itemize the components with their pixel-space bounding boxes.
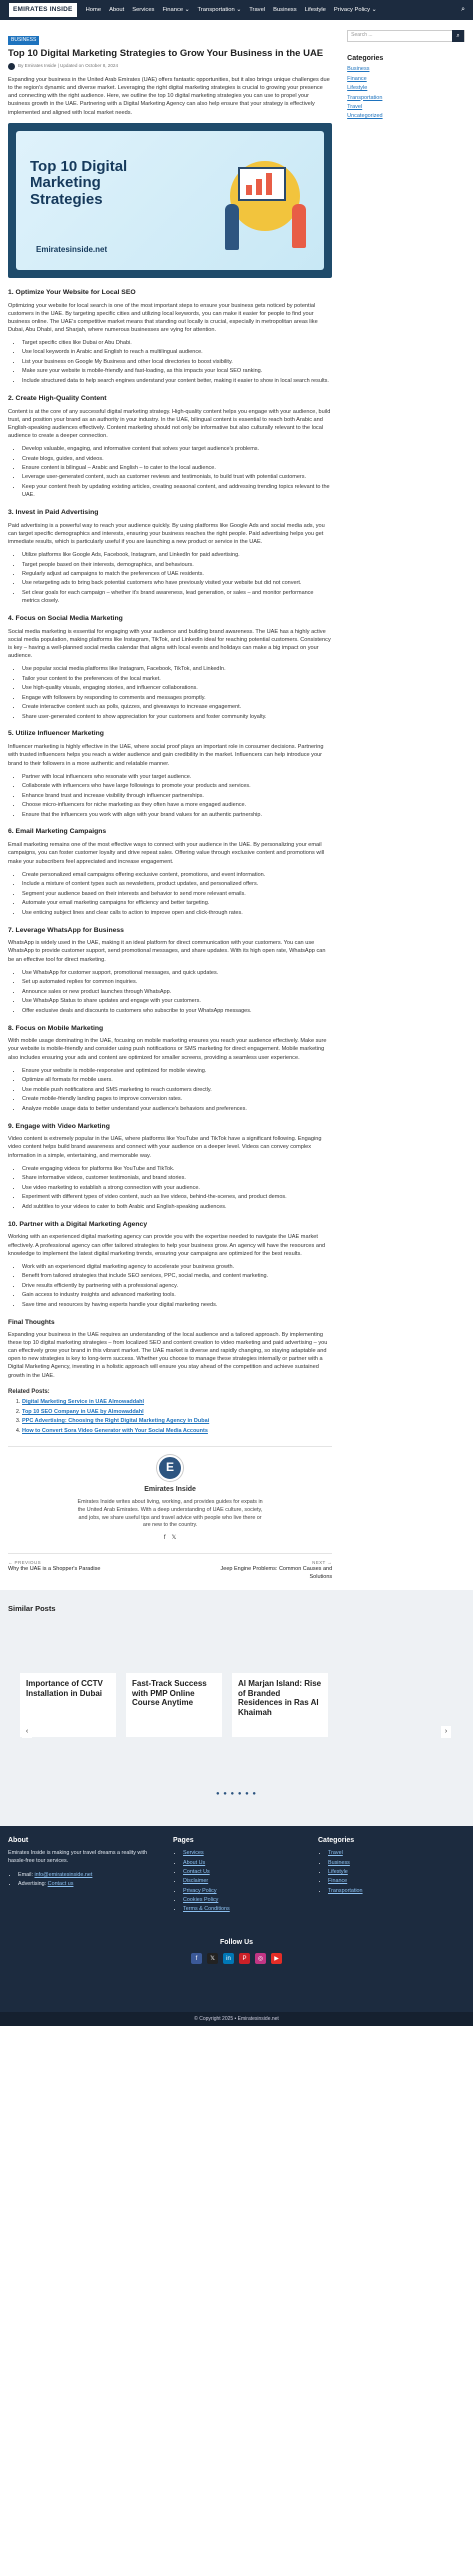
x-icon[interactable]: 𝕏 (171, 1535, 177, 1542)
section-body: WhatsApp is widely used in the UAE, making it an ideal platform for direct communication with your customers. You can use WhatsApp to provide customer support, send promotional messages, and share updates. With its high open rate, WhatsApp can be an effective tool for direct marketing. (8, 940, 326, 963)
section-bullet: • Set up automated replies for common inquiries. (22, 979, 332, 987)
footer-page-link[interactable]: Disclaimer (183, 1878, 209, 1885)
similar-card[interactable] (232, 1673, 328, 1737)
article-intro: Expanding your business in the United Arab Emirates (UAE) offers fantastic opportunities, but it also brings unique challenges due to the region's dynamic and diverse market. Leveraging the right digital marketing strategies is crucial to growing your presence and connecting with the right audience. Here, we outline the top 10 digital marketing strategies you can use to propel your business growth in the UAE. Partnering with a Digital Marketing Agency can also help ensure that your strategy is effectively implemented and aligned with local market needs. (8, 77, 330, 116)
author-box (8, 1446, 332, 1543)
sidebar-category-link[interactable]: Travel (347, 104, 363, 111)
main-nav (86, 6, 377, 14)
section-bullet: • Share informative videos, customer testimonials, and brand stories. (22, 1175, 332, 1183)
section-body: Social media marketing is essential for engaging with your audience and building brand awareness. The UAE has a highly active social media population, making platforms like Instagram, TikTok, and LinkedIn ideal for reaching potential customers. Consistency is key – having a well-planned social media calendar that aligns with local events and holidays can make a big impact on your audience. (8, 628, 331, 660)
section-bullet: • Use mobile push notifications and SMS marketing to reach customers directly. (22, 1087, 332, 1095)
carousel-dots[interactable]: ● ● ● ● ● ● (215, 1791, 258, 1798)
hero-image (8, 123, 332, 278)
facebook-icon[interactable]: f (163, 1535, 166, 1542)
section-bullet: • Use high-quality visuals, engaging stories, and influencer collaborations. (22, 685, 332, 693)
section-bullet: • Add subtitles to your videos to cater to both Arabic and English-speaking audiences. (22, 1204, 332, 1212)
sidebar-search (347, 30, 465, 42)
section-bullet: • Target people based on their interests, demographics, and behaviours. (22, 562, 332, 570)
footer-page-link[interactable]: Cookies Policy (183, 1897, 219, 1904)
footer-email-label: Email: (18, 1872, 33, 1879)
section-bullet: • Collaborate with influencers who have large followings to promote your products and services. (22, 783, 332, 791)
section-bullet: • Use enticing subject lines and clear calls to action to improve open and click-through rates. (22, 910, 332, 918)
footer-page-link[interactable]: About Us (183, 1859, 206, 1866)
footer-page-link[interactable]: Privacy Policy (183, 1887, 217, 1894)
section-bullet: • Create blogs, guides, and videos. (22, 456, 332, 464)
similar-card-title[interactable]: Fast-Track Success with PMP Online Course Anytime (132, 1679, 207, 1708)
hero-title: Top 10 Digital Marketing Strategies (30, 157, 128, 209)
site-logo[interactable]: EMIRATES INSIDE (8, 2, 78, 17)
author-avatar (8, 63, 15, 70)
article (8, 20, 332, 1582)
hero-chart-board-graphic (238, 167, 286, 201)
section-bullet: • Use video marketing to establish a strong connection with your audience. (22, 1185, 332, 1193)
section-bullet: • Use WhatsApp for customer support, promotional messages, and quick updates. (22, 970, 332, 978)
section-body: Optimizing your website for local search is one of the most important steps to ensure your business gets noticed by potential customers in the UAE. By targeting specific cities and utilizing local keywords, you can make it easier for people to find your business online. The UAE's competitive market means that standing out locally is crucial, especially in metropolitan areas like Dubai, Abu Dhabi, and Sharjah, where numerous businesses are vying for attention. (8, 302, 318, 333)
section-bullet: • Partner with local influencers who resonate with your target audience. (22, 774, 332, 782)
section-bullet: • Optimize all formats for mobile users. (22, 1077, 332, 1085)
footer-category-link[interactable]: Business (328, 1859, 350, 1866)
pinterest-icon[interactable]: P (239, 1953, 250, 1964)
section-bullets (8, 872, 332, 918)
related-title: Related Posts: (8, 1388, 50, 1395)
footer-page-link[interactable]: Services (183, 1850, 204, 1857)
section-bullet: • Engage with followers by responding to comments and messages promptly. (22, 695, 332, 703)
nav-home[interactable]: Home (85, 6, 102, 13)
related-link[interactable]: Digital Marketing Service in UAE Almowaddahl (22, 1399, 145, 1406)
section-bullets (8, 340, 332, 386)
section-bullet: • Segment your audience based on their interests and behavior to send more relevant emails. (22, 891, 332, 899)
next-label: NEXT → (312, 1559, 333, 1565)
section-bullet: • Share user-generated content to show appreciation for your customers and foster community loyalty. (22, 714, 332, 722)
article-meta (8, 63, 332, 70)
sidebar-category-link[interactable]: Uncategorized (347, 113, 383, 120)
footer-adv-link[interactable]: Contact us (47, 1881, 74, 1888)
section-heading: 9. Engage with Video Marketing (8, 1122, 110, 1130)
author-name[interactable]: Emirates Inside (144, 1485, 196, 1493)
section-bullet: • Use WhatsApp Status to share updates and engage with your customers. (22, 998, 332, 1006)
article-title: Top 10 Digital Marketing Strategies to Grow Your Business in the UAE (8, 48, 324, 60)
related-item (22, 1409, 332, 1417)
footer-about-text: Emirates Inside is making your travel dreams a reality with hassle-free tour services. (8, 1850, 148, 1865)
article-sections (8, 288, 332, 1310)
section-bullet: • Keep your content fresh by updating existing articles, creating seasonal content, and addressing trending topics relevant to the UAE. (22, 484, 332, 500)
section-heading: 2. Create High-Quality Content (8, 394, 107, 402)
section-bullet: • Gain access to industry insights and advanced marketing tools. (22, 1292, 332, 1300)
section-bullet: • Include a mixture of content types such as newsletters, product updates, and personalized offers. (22, 881, 332, 889)
related-link[interactable]: How to Convert Sora Video Generator with Your Social Media Accounts (22, 1427, 208, 1434)
section-bullet: • Benefit from tailored strategies that include SEO services, PPC, social media, and content marketing. (22, 1273, 332, 1281)
section-bullet: • Use popular social media platforms like Instagram, Facebook, TikTok, and LinkedIn. (22, 666, 332, 674)
section-bullet: • Save time and resources by having experts handle your digital marketing needs. (22, 1302, 332, 1310)
carousel-next-icon[interactable]: › (441, 1726, 451, 1738)
section-heading: 3. Invest in Paid Advertising (8, 508, 99, 516)
next-post[interactable] (212, 1560, 332, 1582)
section-bullet: • Create interactive content such as polls, quizzes, and giveaways to increase engagement. (22, 704, 332, 712)
category-badge[interactable]: BUSINESS (8, 36, 39, 45)
section-bullet: • Include structured data to help search engines understand your content better, making it easier to show in local search results. (22, 378, 332, 386)
section-bullet: • Use local keywords in Arabic and English to reach a multilingual audience. (22, 349, 332, 357)
nav-privacy-policy[interactable]: Privacy Policy ⌄ (333, 6, 377, 13)
related-item (22, 1399, 332, 1407)
sidebar-category-link[interactable]: Transportation (347, 94, 383, 101)
author-social (8, 1534, 332, 1543)
similar-card[interactable] (20, 1673, 116, 1737)
section-bullet: • Analyze mobile usage data to better understand your audience's behaviors and preferences. (22, 1106, 332, 1114)
section-bullets (8, 446, 332, 500)
sidebar-categories (347, 66, 465, 121)
nav-lifestyle[interactable]: Lifestyle (304, 6, 326, 13)
next-title[interactable]: Jeep Engine Problems: Common Causes and Solutions (220, 1566, 333, 1581)
section-bullet: • Work with an experienced digital marketing agency to accelerate your business growth. (22, 1264, 332, 1272)
sidebar-category-link[interactable]: Business (347, 66, 370, 73)
instagram-icon[interactable]: ◎ (255, 1953, 266, 1964)
section-bullet: • Target specific cities like Dubai or Abu Dhabi. (22, 340, 332, 348)
section-bullet: • Set clear goals for each campaign – whether it's brand awareness, lead generation, or sales – and monitor performance metrics closely. (22, 590, 332, 606)
section-bullet: • Ensure your website is mobile-responsive and optimized for mobile viewing. (22, 1068, 332, 1076)
section-bullet: • Ensure content is bilingual – Arabic and English – to cater to the local audience. (22, 465, 332, 473)
section-body: With mobile usage dominating in the UAE, focusing on mobile marketing ensures you reach your audience effectively. Make sure your website is mobile-friendly and consider using push notifications or SMS marketing for direct engagement. Mobile marketing also includes ensuring your ads and content are optimized for smaller screens, providing a seamless user experience. (8, 1038, 327, 1061)
section-bullet: • Ensure that the influencers you work with align with your brand values for an authentic partnership. (22, 812, 332, 820)
prev-label: ← PREVIOUS (8, 1559, 42, 1565)
section-bullets (8, 666, 332, 721)
sidebar-categories-title: Categories (347, 55, 384, 62)
nav-finance[interactable]: Finance ⌄ (162, 6, 190, 13)
section-heading: 7. Leverage WhatsApp for Business (8, 926, 124, 934)
section-heading: 5. Utilize Influencer Marketing (8, 730, 104, 738)
section-bullet: • Leverage user-generated content, such as customer reviews and testimonials, to build trust with potential customers. (22, 474, 332, 482)
copyright: © Copyright 2025 • Emiratesinside.net (0, 2012, 473, 2026)
section-bullets (8, 970, 332, 1016)
section-bullets (8, 1264, 332, 1310)
search-icon[interactable]: ⌕ (452, 30, 464, 42)
section-bullets (8, 1068, 332, 1114)
footer-adv-label: Advertising: (18, 1881, 47, 1888)
section-bullet: • Experiment with different types of video content, such as live videos, behind-the-scenes, and product demos. (22, 1194, 332, 1202)
section-bullet: • Drive results efficiently by partnering with a professional agency. (22, 1283, 332, 1291)
linkedin-icon[interactable]: in (223, 1953, 234, 1964)
footer-categories-title: Categories (318, 1837, 355, 1845)
nav-services[interactable]: Services (132, 6, 155, 13)
similar-card[interactable] (126, 1673, 222, 1737)
section-body: Influencer marketing is highly effective in the UAE, where social proof plays an important role in consumer decisions. Partnering with trusted influencers helps you reach a wider audience and gain credibility in the market. Influencers can help introduce your brand to their followers in a more authentic and relatable manner. (8, 744, 324, 767)
search-icon[interactable]: ⌕ (461, 5, 465, 13)
section-body: Email marketing remains one of the most effective ways to connect with your audience in the UAE. By personalizing your email campaigns, you can foster customer loyalty and drive repeat sales. Offering value through exclusive content and promotions will make your subscribers feel appreciated and increase engagement. (8, 842, 325, 865)
similar-title: Similar Posts (8, 1604, 56, 1614)
footer-follow-title: Follow Us (219, 1939, 254, 1947)
prev-title[interactable]: Why the UAE is a Shopper's Paradise (8, 1566, 101, 1573)
footer-about-title: About (8, 1837, 29, 1845)
article-meta-text: By Emirates Inside | Updated on October 8, 2024 (18, 63, 119, 69)
sidebar (347, 20, 465, 1582)
hero-person-graphic (292, 204, 306, 248)
similar-card-title[interactable]: Importance of CCTV Installation in Dubai (26, 1679, 103, 1698)
nav-travel[interactable]: Travel (249, 6, 266, 13)
section-bullet: • Tailor your content to the preferences of the local market. (22, 676, 332, 684)
related-link[interactable]: PPC Advertising: Choosing the Right Digital Marketing Agency in Dubai (22, 1418, 210, 1425)
section-bullets (8, 1166, 332, 1212)
final-heading: Final Thoughts (8, 1318, 55, 1326)
section-bullet: • Make sure your website is mobile-friendly and fast-loading, as this impacts your local SEO ranking. (22, 368, 332, 376)
sidebar-category-link[interactable]: Finance (347, 75, 367, 82)
related-item (22, 1418, 332, 1426)
footer-category-link[interactable]: Lifestyle (328, 1869, 348, 1876)
footer-categories (318, 1836, 458, 1920)
hero-site: Emiratesinside.net (36, 245, 108, 255)
section-bullet: • Offer exclusive deals and discounts to customers who subscribe to your WhatsApp messages. (22, 1008, 332, 1016)
nav-transportation[interactable]: Transportation ⌄ (197, 6, 242, 13)
section-heading: 8. Focus on Mobile Marketing (8, 1024, 104, 1032)
section-bullets (8, 774, 332, 820)
section-bullet: • Choose micro-influencers for niche marketing as they often have a more engaged audience. (22, 802, 332, 810)
section-bullet: • Create mobile-friendly landing pages to improve conversion rates. (22, 1096, 332, 1104)
section-bullet: • List your business on Google My Business and other local directories to boost visibility. (22, 359, 332, 367)
section-bullet: • Develop valuable, engaging, and informative content that solves your target audience's problems. (22, 446, 332, 454)
prev-post[interactable] (8, 1560, 100, 1582)
section-heading: 1. Optimize Your Website for Local SEO (8, 288, 136, 296)
section-body: Video content is extremely popular in the UAE, where platforms like YouTube and TikTok have a significant following. Engaging video content helps build brand awareness and connect with your audience on a deeper level. Videos can convey complex information in a simple, entertaining, and memorable way. (8, 1136, 322, 1159)
footer-category-link[interactable]: Transportation (328, 1887, 363, 1894)
site-footer (0, 1826, 473, 2026)
similar-card-title[interactable]: Al Marjan Island: Rise of Branded Residences in Ras Al Khaimah (238, 1679, 322, 1717)
author-box-avatar[interactable]: E (157, 1455, 183, 1481)
footer-pages-title: Pages (173, 1837, 194, 1845)
author-bio: Emirates Inside writes about living, working, and provides guides for expats in the United Arab Emirates. With a deep understanding of UAE culture, society, and jobs, we share useful tips and travel advice with people who live there or are new to the country. (77, 1498, 263, 1529)
footer-page-link[interactable]: Terms & Conditions (183, 1906, 230, 1913)
footer-social (8, 1953, 465, 1964)
section-bullet: • Enhance brand trust and increase visibility through influencer partnerships. (22, 793, 332, 801)
section-heading: 6. Email Marketing Campaigns (8, 828, 107, 836)
section-body: Content is at the core of any successful digital marketing strategy. High-quality content helps you engage with your audience, build trust, and position your brand as an authority in your industry. In the UAE, bilingual content is essential to reach both Arabic and English-speaking audiences effectively. Content marketing should not only be informative but also culturally relevant to the local audience to create a deeper connection. (8, 408, 331, 439)
footer-pages (163, 1836, 318, 1920)
facebook-icon[interactable]: f (191, 1953, 202, 1964)
footer-email-link[interactable]: info@emiratesinside.net (34, 1872, 93, 1879)
section-bullet: • Announce sales or new product launches through WhatsApp. (22, 989, 332, 997)
sidebar-search-input[interactable]: Search ... (351, 32, 373, 39)
hero-person-graphic (225, 204, 239, 250)
section-body: Working with an experienced digital marketing agency can provide you with the expertise needed to navigate the UAE market effectively. A professional agency can offer tailored strategies to help your business grow. An agency will have the resources and knowledge to implement the latest digital marketing trends, ensuring your campaigns are optimized for the best results. (8, 1234, 326, 1257)
section-bullet: • Create engaging videos for platforms like YouTube and TikTok. (22, 1166, 332, 1174)
footer-category-link[interactable]: Finance (328, 1878, 348, 1885)
carousel-prev-icon[interactable]: ‹ (22, 1726, 32, 1738)
related-list (8, 1399, 332, 1435)
similar-posts (0, 1590, 473, 1826)
section-bullet: • Use retargeting ads to bring back potential customers who have previously visited your website but did not convert. (22, 580, 332, 588)
final-body: Expanding your business in the UAE requires an understanding of the local audience and a tailored approach. By implementing these top 10 digital marketing strategies – from localized SEO and content creation to video marketing and paid advertising – you can effectively grow your brand in this vibrant market. The UAE market is diverse and rapidly changing, so staying adaptable and open to new strategies is key to long-term success. Whether you choose to manage these strategies internally or partner with a Digital Marketing Agency, investing in a holistic approach will ensure you stay ahead of the competition and achieve sustained growth in the UAE. (8, 1331, 328, 1379)
post-navigation (8, 1553, 332, 1582)
section-bullet: • Regularly adjust ad campaigns to match the preferences of UAE residents. (22, 571, 332, 579)
section-heading: 4. Focus on Social Media Marketing (8, 614, 123, 622)
section-bullets (8, 552, 332, 606)
section-bullet: • Automate your email marketing campaigns for efficiency and better targeting. (22, 900, 332, 908)
nav-about[interactable]: About (109, 6, 125, 13)
footer-category-link[interactable]: Travel (328, 1850, 343, 1857)
section-bullet: • Utilize platforms like Google Ads, Facebook, Instagram, and LinkedIn for paid advertising. (22, 552, 332, 560)
sidebar-category-link[interactable]: Lifestyle (347, 85, 368, 92)
site-header (0, 0, 473, 20)
youtube-icon[interactable]: ▶ (271, 1953, 282, 1964)
related-link[interactable]: Top 10 SEO Company in UAE by Almowaddahl (22, 1408, 144, 1415)
section-body: Paid advertising is a powerful way to reach your audience quickly. By using platforms like Google Ads and social media ads, you can target specific demographics and interests, ensuring your business reaches the right people. Paid advertising helps you get immediate results, which is particularly useful if you are launching a new product or service in the UAE. (8, 522, 325, 545)
related-item (22, 1428, 332, 1436)
footer-page-link[interactable]: Contact Us (183, 1869, 210, 1876)
x-icon[interactable]: 𝕏 (207, 1953, 218, 1964)
section-bullet: • Create personalized email campaigns offering exclusive content, promotions, and event information. (22, 872, 332, 880)
nav-business[interactable]: Business (273, 6, 297, 13)
footer-about (8, 1836, 163, 1920)
section-heading: 10. Partner with a Digital Marketing Agency (8, 1220, 148, 1228)
footer-follow (8, 1938, 465, 1964)
